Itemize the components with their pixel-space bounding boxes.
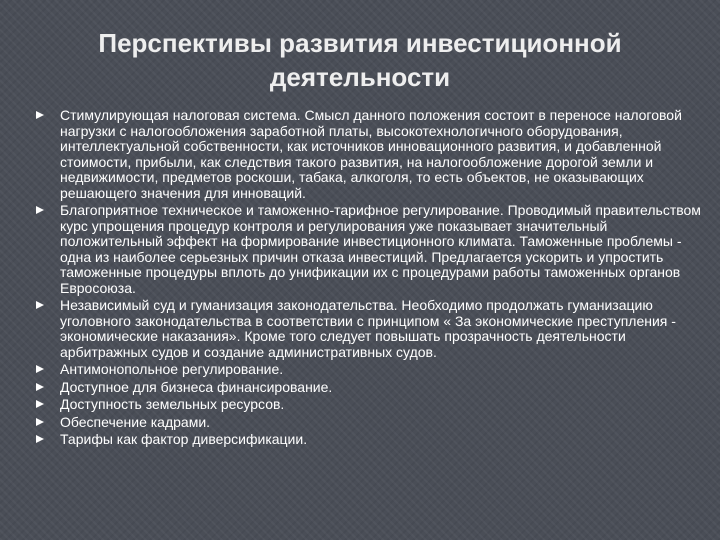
bullet-text: Тарифы как фактор диверсификации. (60, 431, 308, 447)
bullet-item (36, 415, 702, 431)
bullet-text: Обеспечение кадрами. (60, 413, 211, 430)
bullet-text: Благоприятное техническое и таможенно-тарифное регулирование. Проводимый правительством курс упрощения процедур контроля и регулирования уже показывает значительный положительный эффект на формирование инвестиционного климата. Таможенные проблемы - одна из наиболее серьезных причин отказа инвестиций. Предлагается ускорить и упростить таможенные процедуры вплоть до унификации их с процедурами работы таможенных органов Евросоюза. (60, 202, 701, 296)
triangle-right-icon (36, 400, 44, 408)
bullet-item (36, 397, 702, 413)
bullet-item (36, 203, 702, 296)
triangle-right-icon (36, 111, 44, 119)
triangle-right-icon (36, 301, 44, 309)
bullet-text: Антимонопольное регулирование. (60, 361, 284, 377)
bullet-item (36, 380, 702, 396)
triangle-right-icon (36, 206, 44, 214)
triangle-right-icon (36, 383, 44, 391)
bullet-text: Стимулирующая налоговая система. Смысл данного положения состоит в переносе налоговой нагрузки с налогообложения заработной платы, высокотехнологичного оборудования, интеллектуальной собственности, как источников инновационного развития, и добавленной стоимости, прибыли, как следствия такого развития, на налогообложение дорогой земли и недвижимости, предметов роскоши, табака, алкоголя, то есть объектов, не оказывающих решающего значения для инноваций. (60, 107, 682, 201)
bullet-item (36, 432, 702, 448)
bullet-text: Независимый суд и гуманизация законодательства. Необходимо продолжать гуманизацию уголовного законодательства в соответствии с принципом « За экономические преступления - экономические наказания». Кроме того следует повышать прозрачность деятельности арбитражных судов и создание административных судов. (60, 297, 676, 360)
triangle-right-icon (36, 435, 44, 443)
bullet-item (36, 108, 702, 201)
bullet-item (36, 362, 702, 378)
bullet-text: Доступное для бизнеса финансирование. (60, 378, 333, 395)
bullet-text: Доступность земельных ресурсов. (60, 396, 285, 412)
bullet-list (36, 108, 702, 450)
bullet-item (36, 298, 702, 360)
slide-title: Перспективы развития инвестиционной деятельности (98, 28, 622, 92)
triangle-right-icon (36, 418, 44, 426)
triangle-right-icon (36, 365, 44, 373)
